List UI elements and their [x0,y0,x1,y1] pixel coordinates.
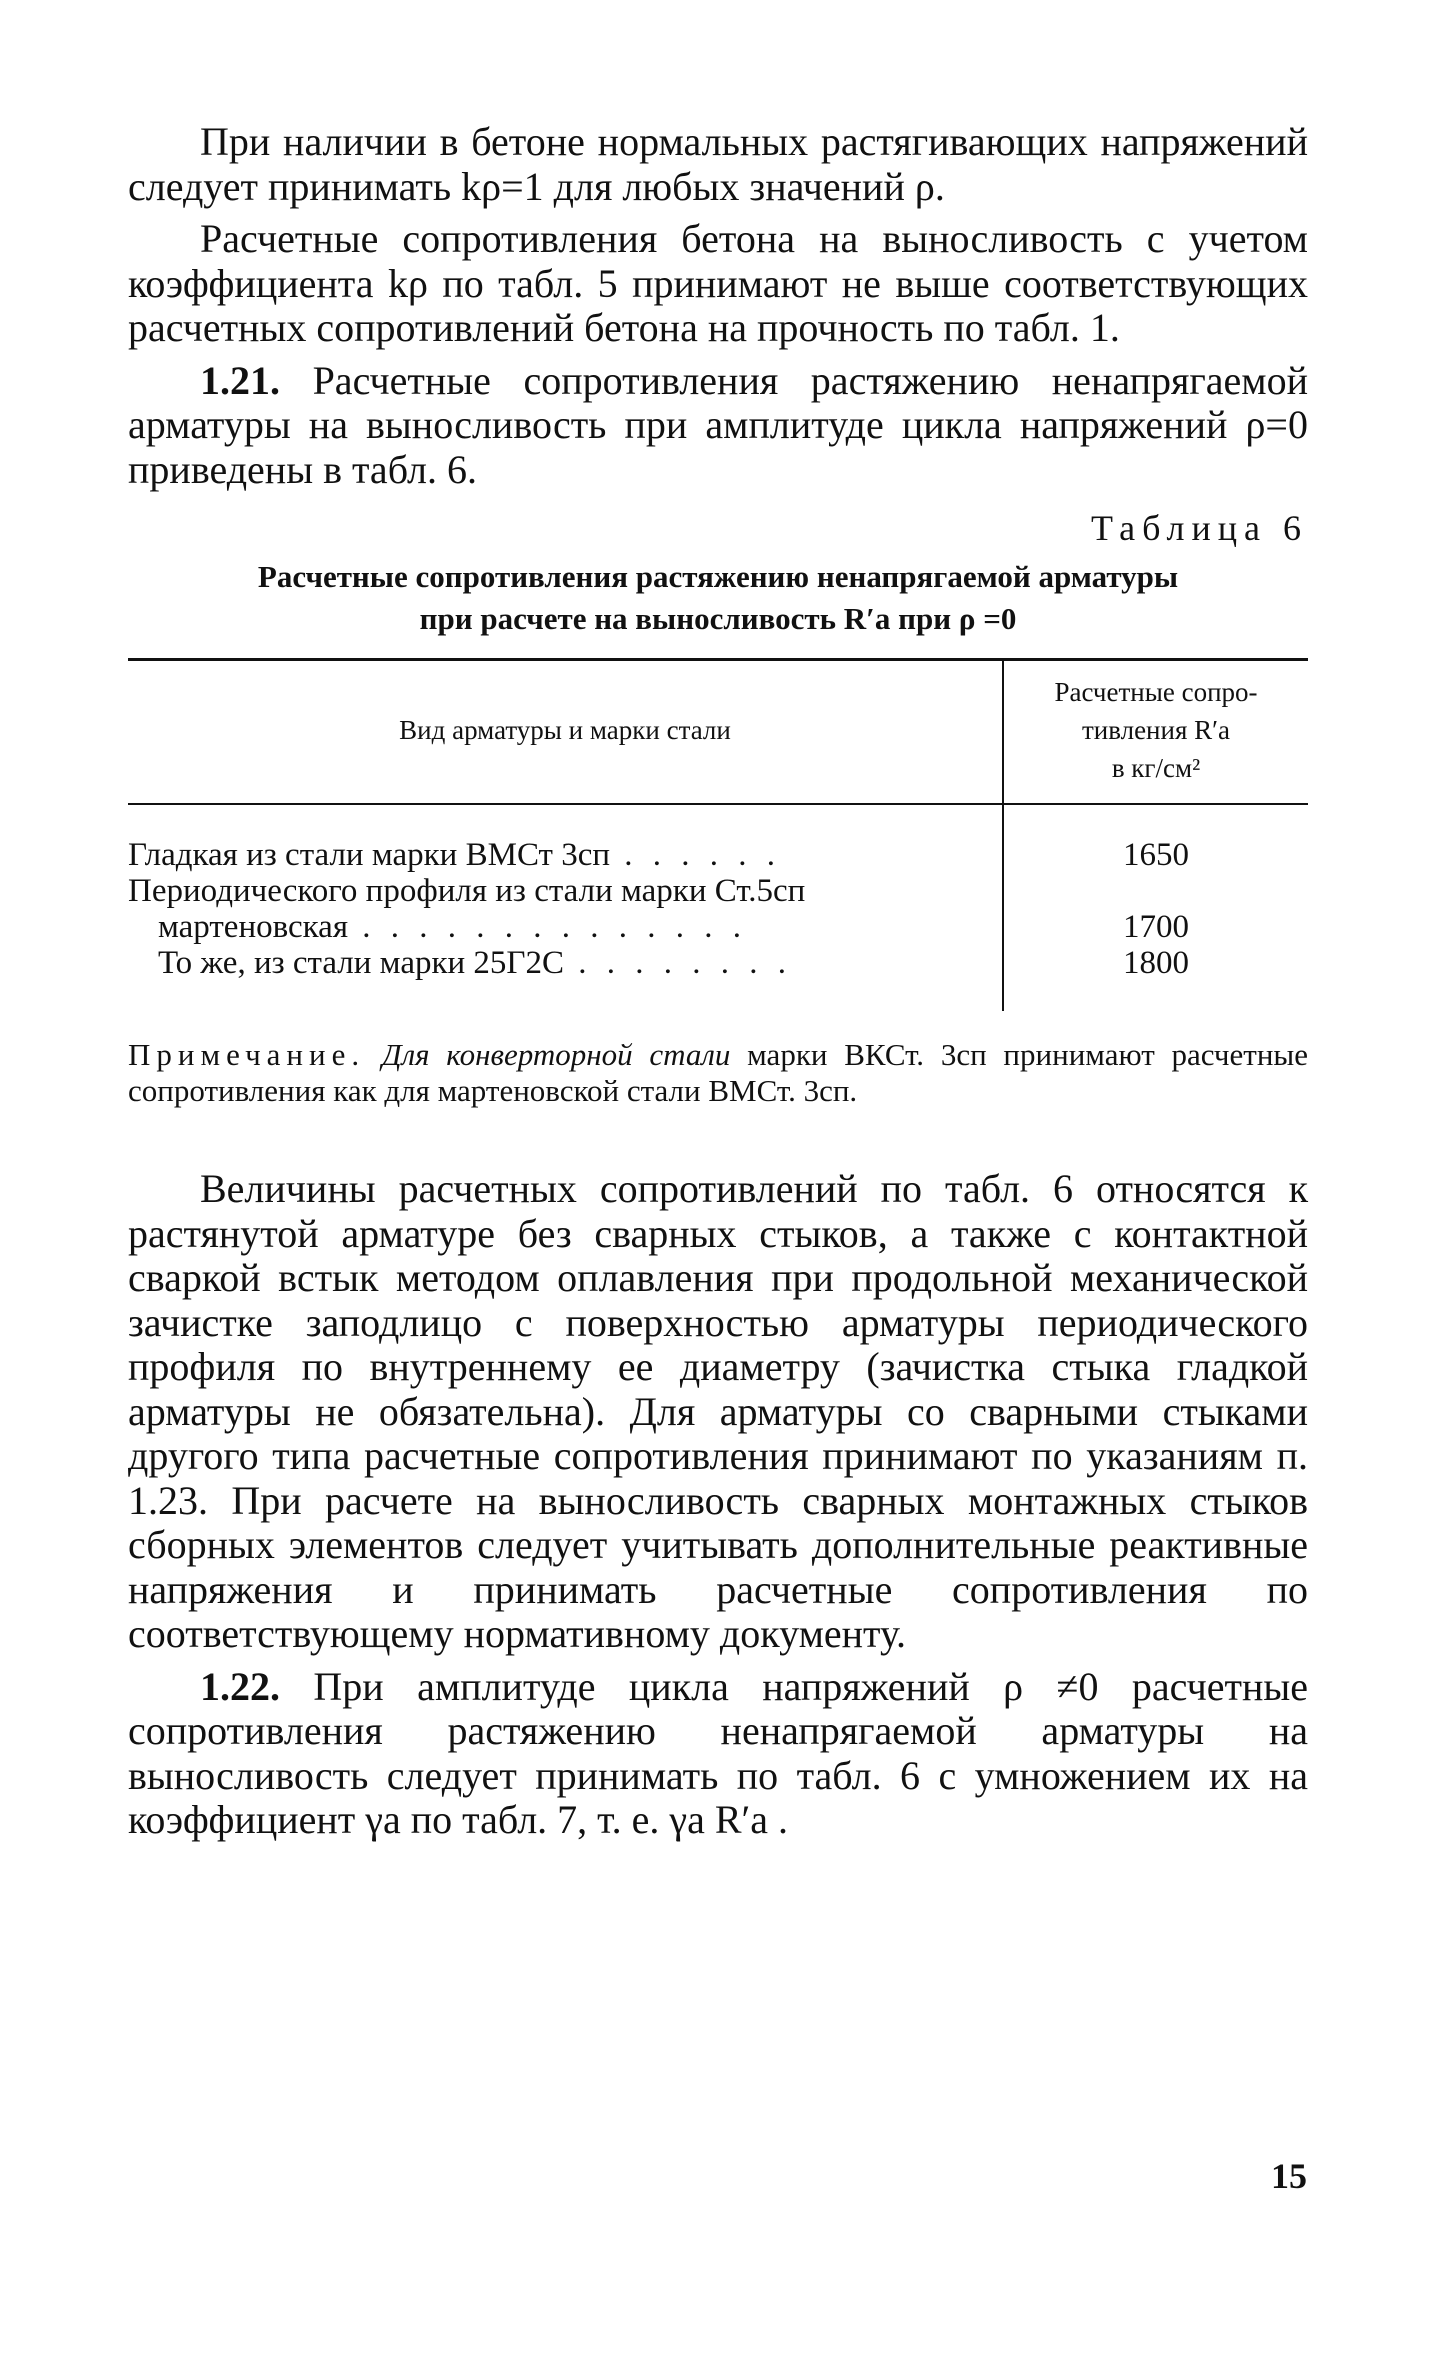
clause-text: Расчетные сопротивления растяжению ненапрягаемой арматуры на выносливость при амплитуде цикла напряжений ρ=0 приведены в табл. 6. [128,357,1309,492]
row-value: 1700 [1003,873,1308,945]
row-type: То же, из стали марки 25Г2С . . . . . . . . [158,945,793,981]
section-after-table [128,1167,1308,1843]
clause-number: 1.21. [200,357,280,403]
col-header-resistance: Расчетные сопро- тивления R′а в кг/см² [1003,660,1308,805]
paragraph-after-table: Величины расчетных сопротивлений по табл. 6 относятся к растянутой арматуре без сварных стыков, а также с контактной сваркой встык методом оплавления при продольной механической зачистке заподлицо с поверхностью арматуры периодического профиля по внутреннему ее диаметру (зачистка стыка гладкой арматуры не обязательна). Для арматуры со сварными стыками другого типа расчетные сопротивления принимают по указаниям п. 1.23. При расчете на выносливость сварных монтажных стыков сборных элементов следует учитывать дополнительные реактивные напряжения и принимать расчетные сопротивления по соответствующему нормативному документу. [128,1166,1308,1656]
table-title [128,556,1308,640]
paragraph-1: При наличии в бетоне нормальных растягивающих напряжений следует принимать kρ=1 для любых значений ρ. [128,119,1308,209]
table-row [128,804,1308,873]
note-italic: Для конверторной стали [381,1037,731,1072]
clause-1-21 [128,359,1308,493]
clause-1-22 [128,1665,1308,1843]
table-label: Таблица 6 [1091,508,1308,548]
table-row [128,945,1308,1011]
note-rest: марки ВКСт. 3сп принимают расчетные сопротивления как для мартеновской стали ВМСт. 3сп. [128,1037,1308,1108]
table-note [128,1037,1308,1109]
clause-text: При амплитуде цикла напряжений ρ ≠0 расчетные сопротивления растяжению ненапрягаемой арматуры на выносливость следует принимать по табл. 6 с умножением их на коэффициент γа по табл. 7, т. е. γа R′а . [128,1663,1308,1842]
paragraph-2: Расчетные сопротивления бетона на выносливость с учетом коэффициента kρ по табл. 5 принимают не выше соответствующих расчетных сопротивлений бетона на прочность по табл. 1. [128,216,1308,350]
row-value: 1800 [1003,945,1308,1011]
row-value: 1650 [1003,804,1308,873]
page-number: 15 [1271,2156,1307,2196]
clause-number: 1.22. [200,1663,280,1709]
col-header-type: Вид арматуры и марки стали [399,715,731,745]
row-type: Периодического профиля из стали марки Ст.5сп мартеновская . . . . . . . . . . . . . . [128,873,806,945]
page-content [128,120,1308,1843]
row-type: Гладкая из стали марки ВМСт 3сп . . . . . . [128,837,781,873]
table-row [128,873,1308,945]
table-title-line1: Расчетные сопротивления растяжению ненапрягаемой арматуры [257,559,1179,594]
table-title-line2: при расчете на выносливость R′а при ρ =0 [419,601,1017,636]
note-head: Примечание. [128,1037,366,1072]
resistance-table [128,658,1308,1011]
